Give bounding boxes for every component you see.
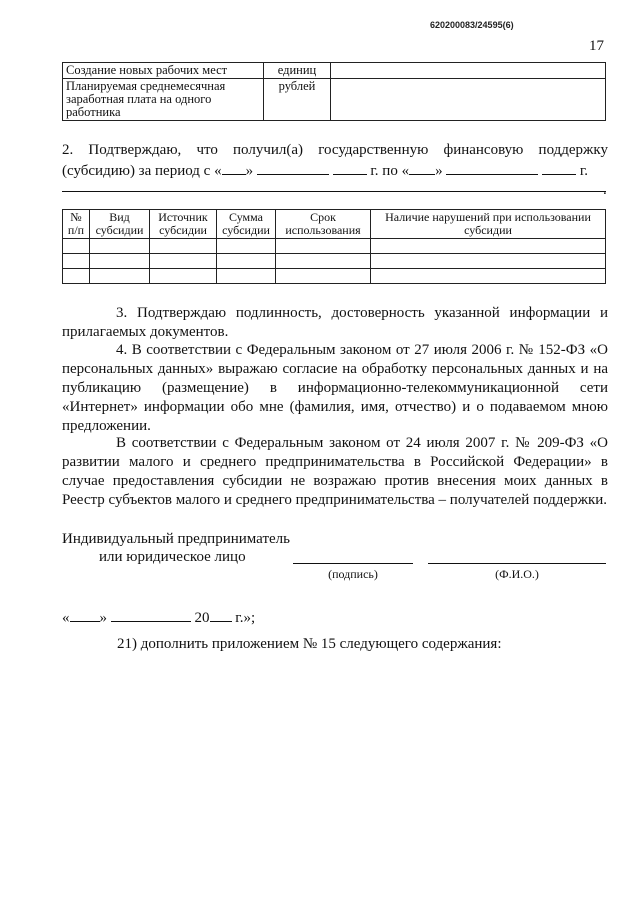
line-end-dot: . [603,182,607,198]
column-header: № п/п [63,210,90,239]
table-header-row [63,210,606,239]
blank-field [257,160,329,175]
table-row [63,79,606,121]
blank-field [446,160,538,175]
table-cell: Создание новых рабочих мест [63,63,264,79]
signature-line [293,563,413,564]
subsidy-table [62,209,606,284]
table-row [63,269,606,284]
paragraph-text: г. [579,163,589,179]
table-row [63,63,606,79]
blank-field [70,608,100,622]
blank-field [222,160,246,175]
date-text: « [62,610,70,626]
column-header: Срок использования [276,210,371,239]
paragraph-text: » [435,163,443,179]
column-header: Наличие нарушений при использовании субсидии [371,210,606,239]
date-text: 20 [194,610,210,626]
page-number: 17 [589,38,604,54]
name-line [428,563,606,564]
blank-line [62,191,606,192]
document-id: 620200083/24595(6) [430,20,514,30]
table-row [63,239,606,254]
name-caption: (Ф.И.О.) [495,567,539,581]
table-cell: Планируемая среднемесячная заработная плата на одного работника [63,79,264,121]
table-row [63,254,606,269]
blank-field [542,160,576,175]
blank-field [333,160,367,175]
signatory-label: Индивидуальный предприниматель [62,531,290,547]
indicators-table [62,62,606,121]
date-text: г.»; [235,610,256,626]
paragraph-text: » [245,163,254,179]
paragraph-3: 3. Подтверждаю подлинность, достоверность указанной информации и прилагаемых документов. [62,305,608,340]
table-cell [331,79,606,121]
paragraph-21: 21) дополнить приложением № 15 следующего содержания: [117,636,502,652]
blank-field [409,160,435,175]
table-cell: рублей [264,79,331,121]
signature-caption: (подпись) [328,567,378,581]
paragraph-text: г. по « [370,163,410,179]
column-header: Вид субсидии [90,210,150,239]
paragraph-text: 2. Подтверждаю, что получил(а) государственную финансовую поддержку (субсидию) за период с « [62,142,608,179]
date-text: » [99,610,107,626]
date-line [62,608,255,627]
paragraph-2 [62,141,608,181]
blank-field [111,608,191,622]
column-header: Источник субсидии [150,210,217,239]
paragraph-5: В соответствии с Федеральным законом от 24 июля 2007 г. № 209-ФЗ «О развитии малого и среднего предпринимательства в Российской Федерации» в случае предоставления субсидии не возражаю против внесения моих данных в Реестр субъектов малого и среднего предпринимательства – получателей поддержки. [62,435,608,508]
blank-field [210,608,232,622]
table-cell [331,63,606,79]
column-header: Сумма субсидии [217,210,276,239]
signatory-label-2: или юридическое лицо [99,549,246,565]
paragraph-4: 4. В соответствии с Федеральным законом от 27 июля 2006 г. № 152-ФЗ «О персональных данных» выражаю согласие на обработку персональных данных и на публикацию (размещение) в информационно-телекоммуникационной сети «Интернет» информации обо мне (фамилия, имя, отчество) и о подаваемом мною предложении. [62,342,608,434]
table-cell: единиц [264,63,331,79]
